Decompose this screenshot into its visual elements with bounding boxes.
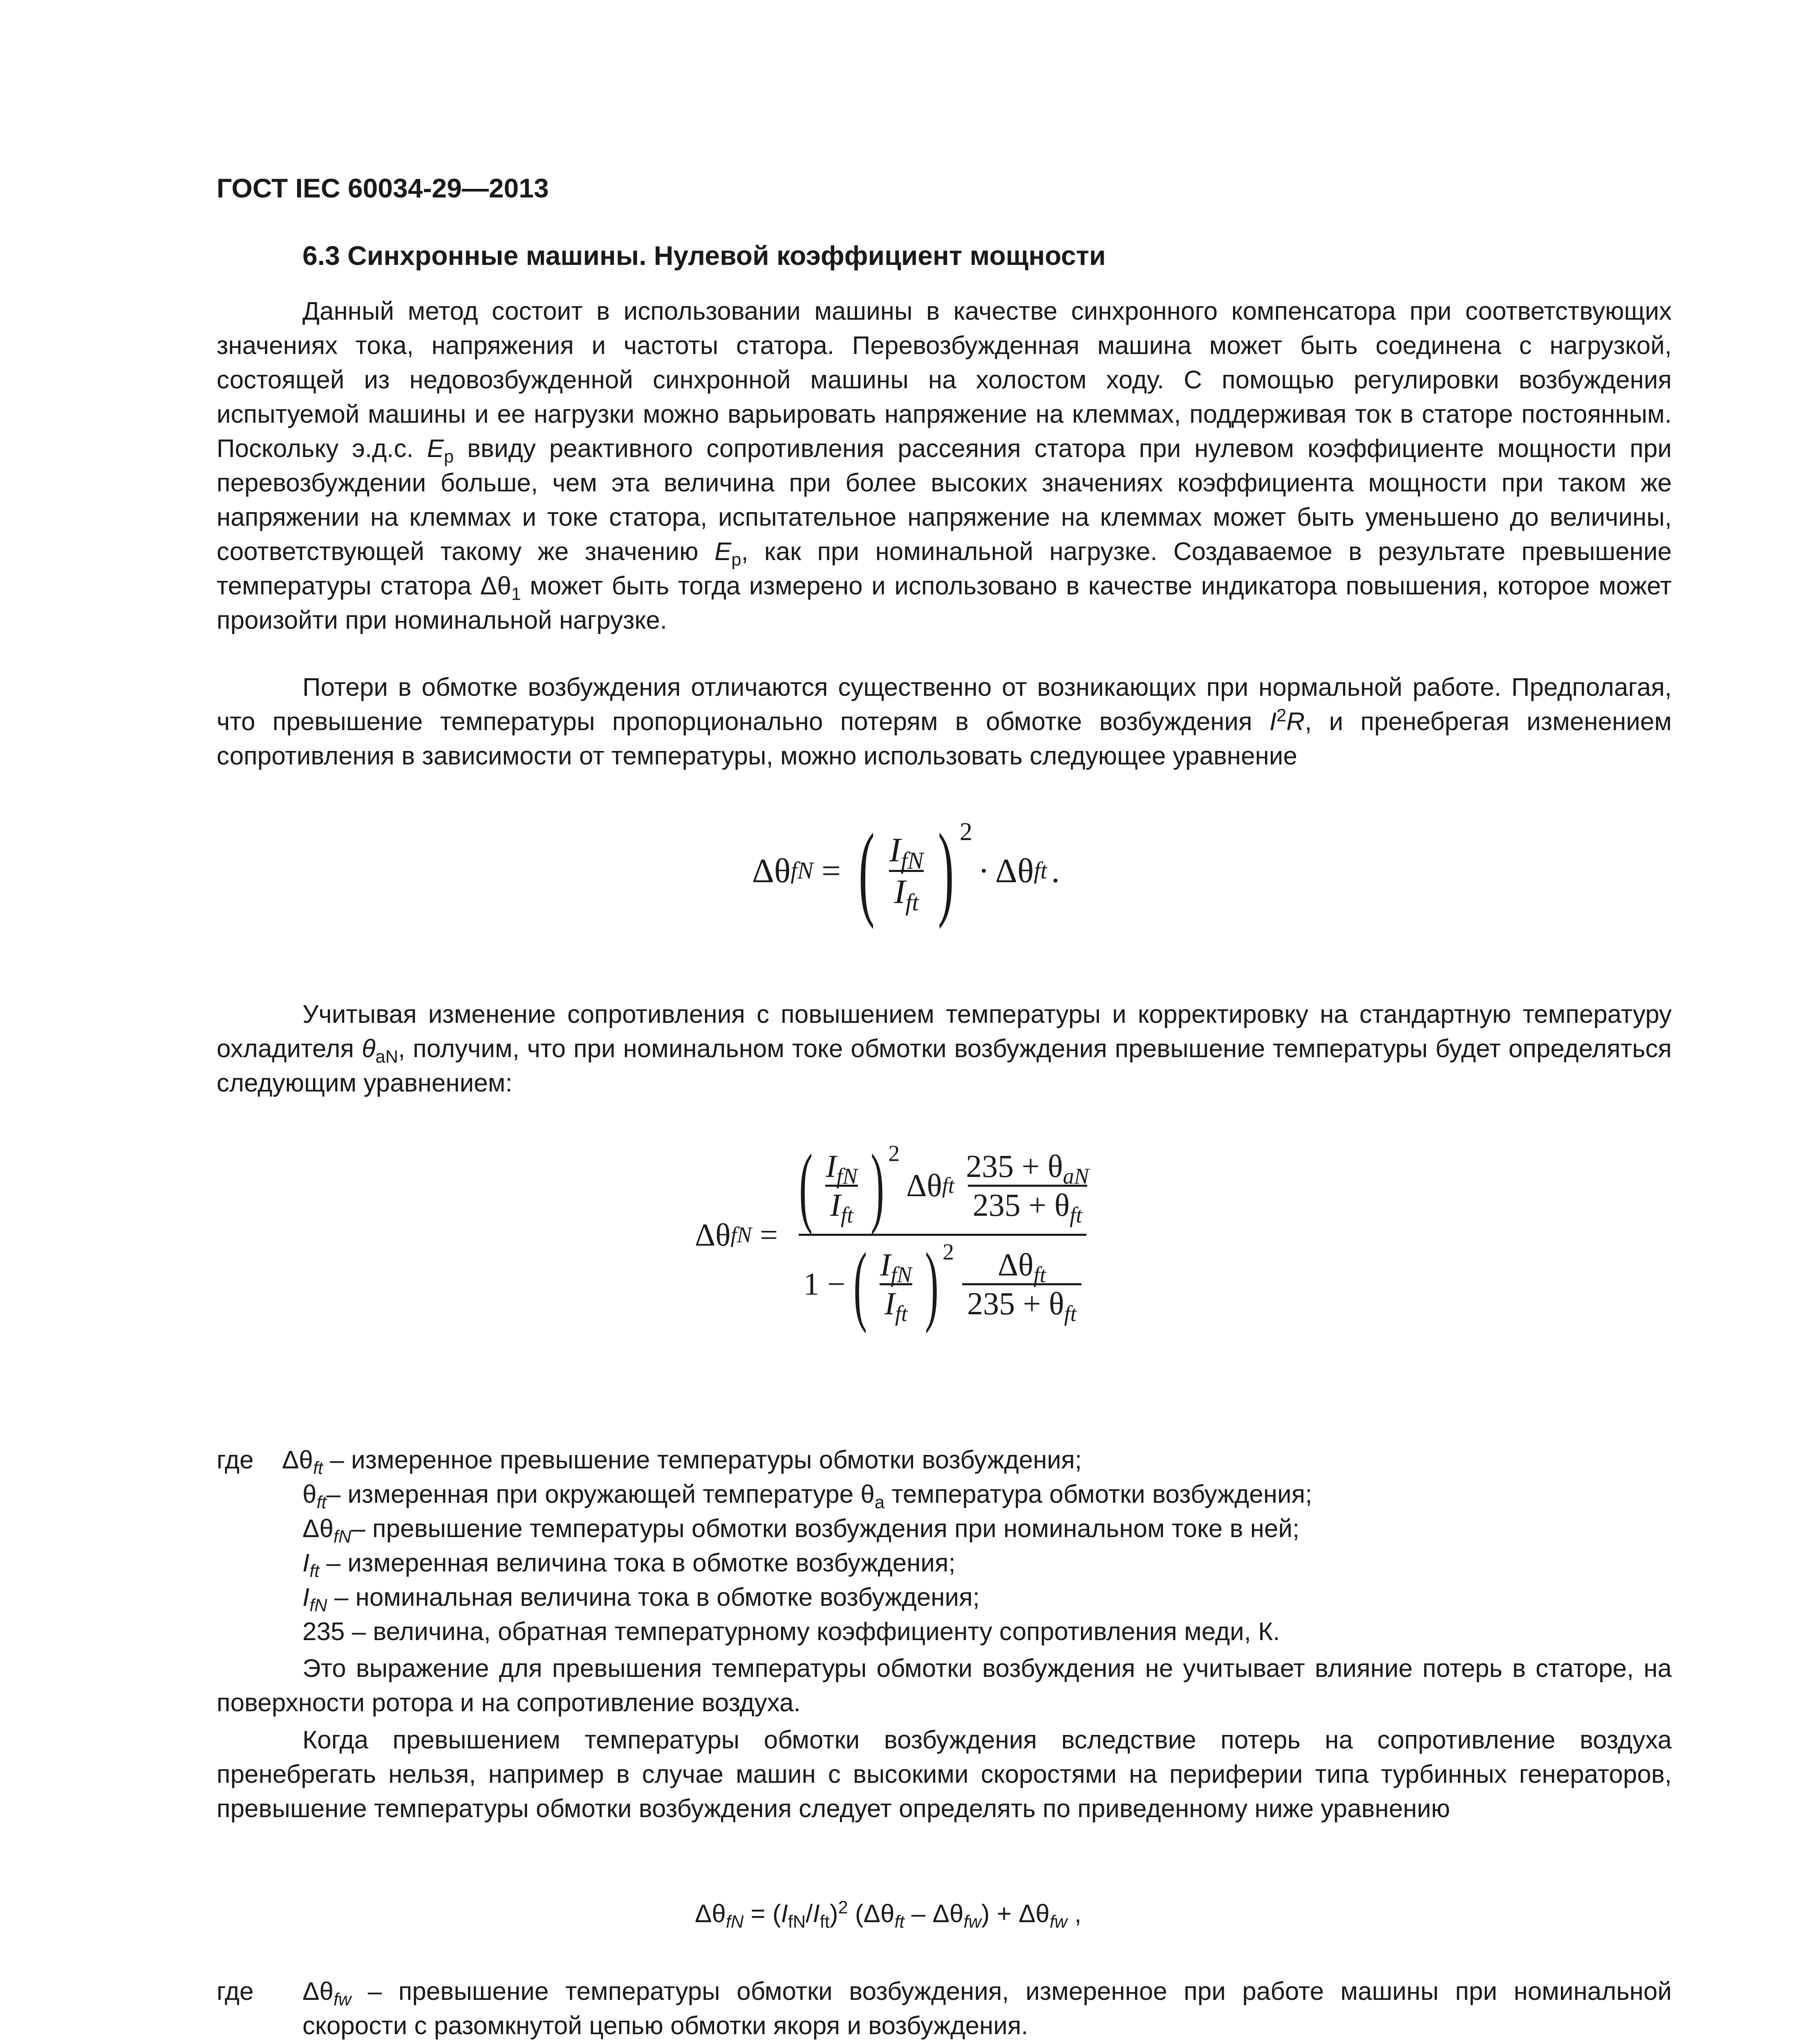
f3-g: (Δθ <box>848 1900 895 1928</box>
ep-sub-2: p <box>731 550 741 570</box>
formula-1: Δθ fN = ( $\frac{I_{fN}}{I_{ft}}$ ) 2 · Δθ ft . <box>752 812 1060 930</box>
where-2 <box>217 1975 1672 2043</box>
f2-d-power: 2 <box>943 1239 954 1265</box>
where-row-0 <box>217 1443 1672 1477</box>
where-text: – превышение температуры обмотки возбуждения при номинальном токе в ней; <box>351 1515 1300 1543</box>
f2-lhs: Δθ <box>695 1217 731 1253</box>
f3-a: Δθ <box>695 1900 726 1928</box>
f2-n-fr-den-sub: ft <box>1070 1202 1082 1228</box>
where-symbol: I <box>302 1549 310 1577</box>
document-header: ГОСТ IEC 60034-29—2013 <box>217 173 549 203</box>
where-row-2 <box>217 1512 1672 1546</box>
where-text: – номинальная величина тока в обмотке возбуждения; <box>334 1583 980 1611</box>
where-2-text: – превышение температуры обмотки возбуждения, измеренное при работе машины при номинальной скорости с разомкнутой цепью обмотки якоря и возбуждения. <box>302 1977 1672 2040</box>
f2-d-den-sub: ft <box>895 1301 908 1326</box>
f3-b: = ( <box>743 1900 781 1928</box>
where-2-symbol: Δθ <box>302 1977 334 2006</box>
f3-e-sub: ft <box>820 1912 830 1932</box>
f2-n-num: I <box>826 1148 837 1184</box>
paragraph-3 <box>217 997 1672 1100</box>
f1-eq: = <box>821 852 841 890</box>
paragraph-5-text: Когда превышением температуры обмотки возбуждения вследствие потерь на сопротивление воздуха пренебрегать нельзя, например в случае машин с высокими скоростями на периферии типа турбинных генераторов, превышение температуры обмотки возбуждения следует определять по приведенному ниже уравнению <box>217 1726 1672 1823</box>
f2-d-fr-den-sub: ft <box>1064 1301 1077 1326</box>
paragraph-1-text-d: может быть тогда измерено и использовано в качестве индикатора повышения, которое может произойти при номинальной нагрузке. <box>217 572 1672 634</box>
paragraph-4 <box>217 1652 1672 1720</box>
f1-num: I <box>889 831 901 869</box>
delta-theta-1-sub: 1 <box>511 584 521 604</box>
paragraph-2-text: Потери в обмотке возбуждения отличаются существенно от возникающих при нормальной работе. Предполагая, что превышение температуры пропорционально потерям в обмотке возбуждения <box>217 673 1672 736</box>
ep-symbol: E <box>427 435 444 463</box>
where-row-3 <box>217 1546 1672 1580</box>
f1-power: 2 <box>959 818 972 846</box>
f2-eq: = <box>760 1217 778 1253</box>
paragraph-1-text-c: , как при номинальной нагрузке. Создаваемое в результате превышение температуры статора Δθ <box>217 538 1672 600</box>
f1-end: . <box>1051 852 1060 890</box>
paragraph-1-text-b: ввиду реактивного сопротивления рассеяния статора при нулевом коэффициенте мощности при перевозбуждении больше, чем эта величина при более высоких значениях коэффициента мощности при таком же напряжении на клеммах и токе статора, испытательное напряжение на клеммах может быть уменьшено до величины, соответствующей такому же значению <box>217 435 1672 566</box>
f1-num-sub: fN <box>900 847 924 874</box>
f3-e: I <box>813 1900 820 1928</box>
paragraph-3-text: Учитывая изменение сопротивления с повышением температуры и корректировку на стандартную температуру охладителя <box>217 1000 1672 1063</box>
f2-d-fr-den: 235 + θ <box>967 1285 1064 1321</box>
where-text: – измеренное превышение температуры обмотки возбуждения; <box>330 1446 1082 1474</box>
f2-main-fraction: ( $\frac{I_{fN}}{I_{ft}}$ ) 2 Δθ ft $\frac{235 + \theta_{aN}}{235 + \theta_{ft}}$ 1 − ( $\frac{I_{fN}}{I_{ft}}$ ) 2 $\frac{\Delta\theta_{ft}}{235 + \theta_{ft}}$ <box>799 1136 1089 1334</box>
f1-rhs: Δθ <box>995 852 1034 890</box>
f3-c-sub: fN <box>788 1912 806 1932</box>
f2-d-num-sub: fN <box>891 1262 912 1287</box>
where-sub: ft <box>309 1561 320 1581</box>
where-sub: ft <box>313 1458 323 1478</box>
i2r-i: I <box>1269 708 1277 736</box>
f3-i-sub: fw <box>1050 1912 1068 1932</box>
f2-n-den-sub: ft <box>841 1202 853 1228</box>
f3-c: I <box>781 1900 788 1928</box>
ep-symbol-2: E <box>714 538 732 566</box>
where-text: – измеренная при окружающей температуре θ <box>326 1480 875 1508</box>
f1-den: I <box>894 872 906 911</box>
where-text: – измеренная величина тока в обмотке возбуждения; <box>326 1549 956 1577</box>
section-title: 6.3 Синхронные машины. Нулевой коэффициент мощности <box>302 240 1106 271</box>
paragraph-1-text: Данный метод состоит в использовании машины в качестве синхронного компенсатора при соответствующих значениях тока, напряжения и частоты статора. Перевозбужденная машина может быть соединена с нагрузкой, состоящей из недовозбужденной синхронной машины на холостом ходу. С помощью регулировки возбуждения испытуемой машины и ее нагрузки можно варьировать напряжение на клеммах, поддерживая ток в статоре постоянным. Поскольку э.д.с. <box>217 297 1672 463</box>
where-text-sub: a <box>874 1493 884 1513</box>
paragraph-3-text-b: , получим, что при номинальном токе обмотки возбуждения превышение температуры будет определяться следующим уравнением: <box>217 1035 1672 1097</box>
where-2-label: где <box>217 1977 254 2006</box>
f2-n-den: I <box>830 1187 841 1223</box>
f3-i: ) + Δθ <box>981 1900 1050 1928</box>
where-row-5 <box>217 1615 1672 1649</box>
f2-d-fr-num-sub: ft <box>1033 1262 1046 1287</box>
where-2-sub: fw <box>333 1990 352 2010</box>
f3-f: ) <box>829 1900 838 1928</box>
f2-n-dt: Δθ <box>906 1168 942 1203</box>
f2-d-one: 1 − <box>803 1266 845 1302</box>
f3-f-sup: 2 <box>838 1898 848 1918</box>
f3-h-sub: fw <box>963 1912 981 1932</box>
f3-g-sub: ft <box>894 1912 905 1932</box>
paragraph-5 <box>217 1723 1672 1826</box>
where-row-1 <box>217 1477 1672 1512</box>
paragraph-2-text-b: , и пренебрегая изменением сопротивления в зависимости от температуры, можно использовать следующее уравнение <box>217 708 1672 770</box>
f1-den-sub: ft <box>905 889 919 916</box>
where-sub: fN <box>333 1527 352 1547</box>
f1-lhs: Δθ <box>752 852 791 890</box>
where-symbol: θ <box>302 1480 317 1508</box>
f3-d: / <box>806 1900 813 1928</box>
paragraph-1 <box>217 294 1672 638</box>
f2-n-num-sub: fN <box>836 1163 858 1189</box>
theta-an: θ <box>361 1035 376 1063</box>
f2-n-fr-den: 235 + θ <box>972 1187 1070 1223</box>
where-list <box>217 1443 1672 1649</box>
where-symbol: Δθ <box>302 1515 334 1543</box>
f3-j: , <box>1067 1900 1081 1928</box>
theta-an-sub: aN <box>375 1047 399 1067</box>
paragraph-2 <box>217 670 1672 773</box>
where-sub: fN <box>309 1596 327 1616</box>
f1-fraction <box>884 830 929 916</box>
f2-d-den: I <box>884 1285 895 1321</box>
f2-d-num: I <box>880 1246 891 1282</box>
where-text-tail: температура обмотки возбуждения; <box>884 1480 1312 1508</box>
i2r-r: R <box>1286 708 1305 736</box>
where-symbol: 235 <box>302 1618 345 1646</box>
f3-a-sub: fN <box>725 1912 744 1932</box>
f2-n-power: 2 <box>888 1141 900 1166</box>
f2-d-fr-num: Δθ <box>998 1246 1034 1282</box>
f1-lparen: ( <box>859 812 875 930</box>
f2-n-fr-num: 235 + θ <box>966 1148 1063 1184</box>
f2-n-fr-num-sub: aN <box>1063 1163 1089 1189</box>
where-symbol: Δθ <box>282 1446 313 1474</box>
ep-sub: p <box>444 447 454 467</box>
f3-h: – Δθ <box>904 1900 964 1928</box>
paragraph-4-text: Это выражение для превышения температуры обмотки возбуждения не учитывает влияние потерь в статоре, на поверхности ротора и на сопротивление воздуха. <box>217 1654 1672 1717</box>
f1-rparen: ) <box>938 812 954 930</box>
where-sub: ft <box>316 1493 327 1513</box>
where-symbol: I <box>302 1583 310 1611</box>
where-row-4 <box>217 1580 1672 1615</box>
where-text: – величина, обратная температурному коэффициенту сопротивления меди, К. <box>352 1618 1280 1646</box>
where-label: где <box>217 1446 254 1474</box>
f1-dot: · <box>978 852 990 890</box>
formula-2: Δθ fN = ( $\frac{I_{fN}}{I_{ft}}$ ) 2 Δθ ft $\frac{235 + \theta_{aN}}{235 + \theta_{ft}}$ 1 − ( $\frac{I_{fN}}{I_{ft}}$ ) 2 $\frac{\Delta\theta_{ft}}{235 + \theta_{ft}}$ <box>695 1141 1099 1329</box>
formula-3 <box>695 1897 1081 1931</box>
i2r-sup: 2 <box>1276 706 1287 726</box>
